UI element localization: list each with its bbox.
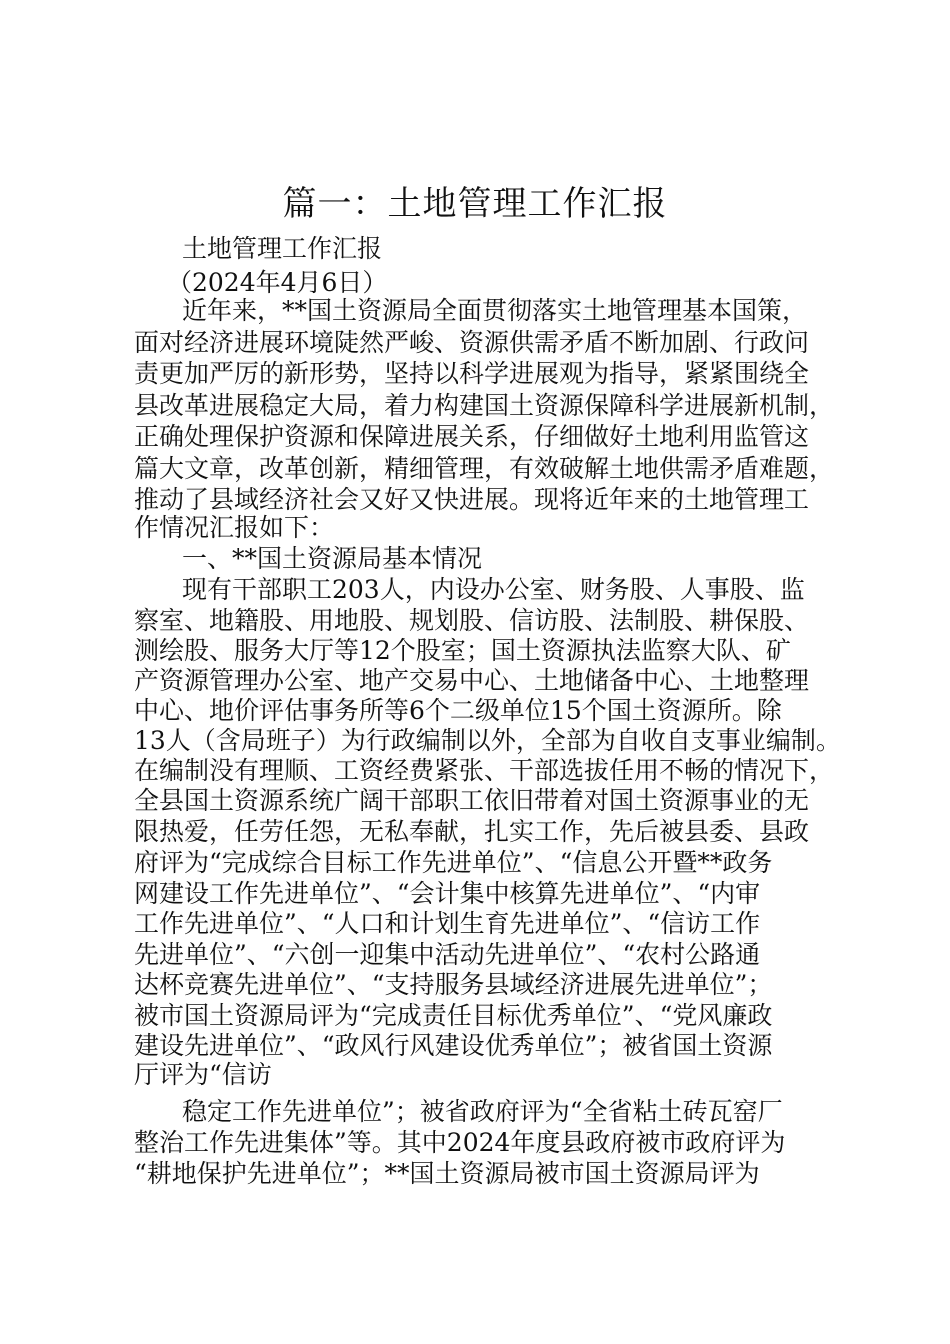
body-line: 面对经济进展环境陡然严峻、资源供需矛盾不断加剧、行政问 [134, 328, 810, 357]
body-line: 测绘股、服务大厅等12个股室；国土资源执法监察大队、矿 [134, 636, 791, 665]
body-line: 责更加严厉的新形势，坚持以科学进展观为指导，紧紧围绕全 [134, 359, 810, 388]
body-line: 作情况汇报如下： [134, 513, 335, 542]
date-line: （2024年4月6日） [167, 268, 388, 297]
body-line: 县改革进展稳定大局，着力构建国土资源保障科学进展新机制， [134, 391, 835, 420]
subtitle-line: 土地管理工作汇报 [182, 234, 383, 263]
body-line: 推动了县域经济社会又好又快进展。现将近年来的土地管理工 [134, 485, 810, 514]
body-line: 工作先进单位”、“人口和计划生育先进单位”、“信访工作 [134, 909, 761, 938]
document-title: 篇一：土地管理工作汇报 [282, 184, 668, 224]
body-line: 产资源管理办公室、地产交易中心、土地储备中心、土地整理 [134, 666, 810, 695]
body-line: 整治工作先进集体”等。其中2024年度县政府被市政府评为 [134, 1128, 786, 1157]
body-line: 建设先进单位”、“政风行风建设优秀单位”；被省国土资源 [134, 1031, 773, 1060]
body-line: 近年来，**国土资源局全面贯彻落实土地管理基本国策， [182, 296, 808, 325]
body-line: 先进单位”、“六创一迎集中活动先进单位”、“农村公路通 [134, 940, 761, 969]
body-line: 全县国土资源系统广阔干部职工依旧带着对国土资源事业的无 [134, 786, 810, 815]
body-line: 厅评为“信访 [134, 1060, 272, 1089]
body-line: 被市国土资源局评为“完成责任目标优秀单位”、“党风廉政 [134, 1001, 773, 1030]
body-line: 稳定工作先进单位”；被省政府评为“全省粘土砖瓦窑厂 [182, 1097, 783, 1126]
body-line: 中心、地价评估事务所等6个二级单位15个国土资源所。除 [134, 696, 782, 725]
body-line: 察室、地籍股、用地股、规划股、信访股、法制股、耕保股、 [134, 606, 810, 635]
body-line: 达杯竞赛先进单位”、“支持服务县域经济进展先进单位”； [134, 970, 773, 999]
body-line: 现有干部职工203人，内设办公室、财务股、人事股、监 [182, 575, 805, 604]
section-heading: 一、**国土资源局基本情况 [182, 544, 483, 573]
body-line: 篇大文章，改革创新，精细管理，有效破解土地供需矛盾难题， [134, 454, 835, 483]
body-line: 限热爱，任劳任怨，无私奉献，扎实工作，先后被县委、县政 [134, 817, 810, 846]
body-line: 正确处理保护资源和保障进展关系，仔细做好土地利用监管这 [134, 422, 810, 451]
body-line: “耕地保护先进单位”；**国土资源局被市国土资源局评为 [134, 1159, 760, 1188]
body-line: 网建设工作先进单位”、“会计集中核算先进单位”、“内审 [134, 879, 761, 908]
body-line: 在编制没有理顺、工资经费紧张、干部选拔任用不畅的情况下， [134, 756, 835, 785]
body-line: 13人（含局班子）为行政编制以外，全部为自收自支事业编制。 [134, 726, 841, 755]
body-line: 府评为“完成综合目标工作先进单位”、“信息公开暨**政务 [134, 848, 773, 877]
